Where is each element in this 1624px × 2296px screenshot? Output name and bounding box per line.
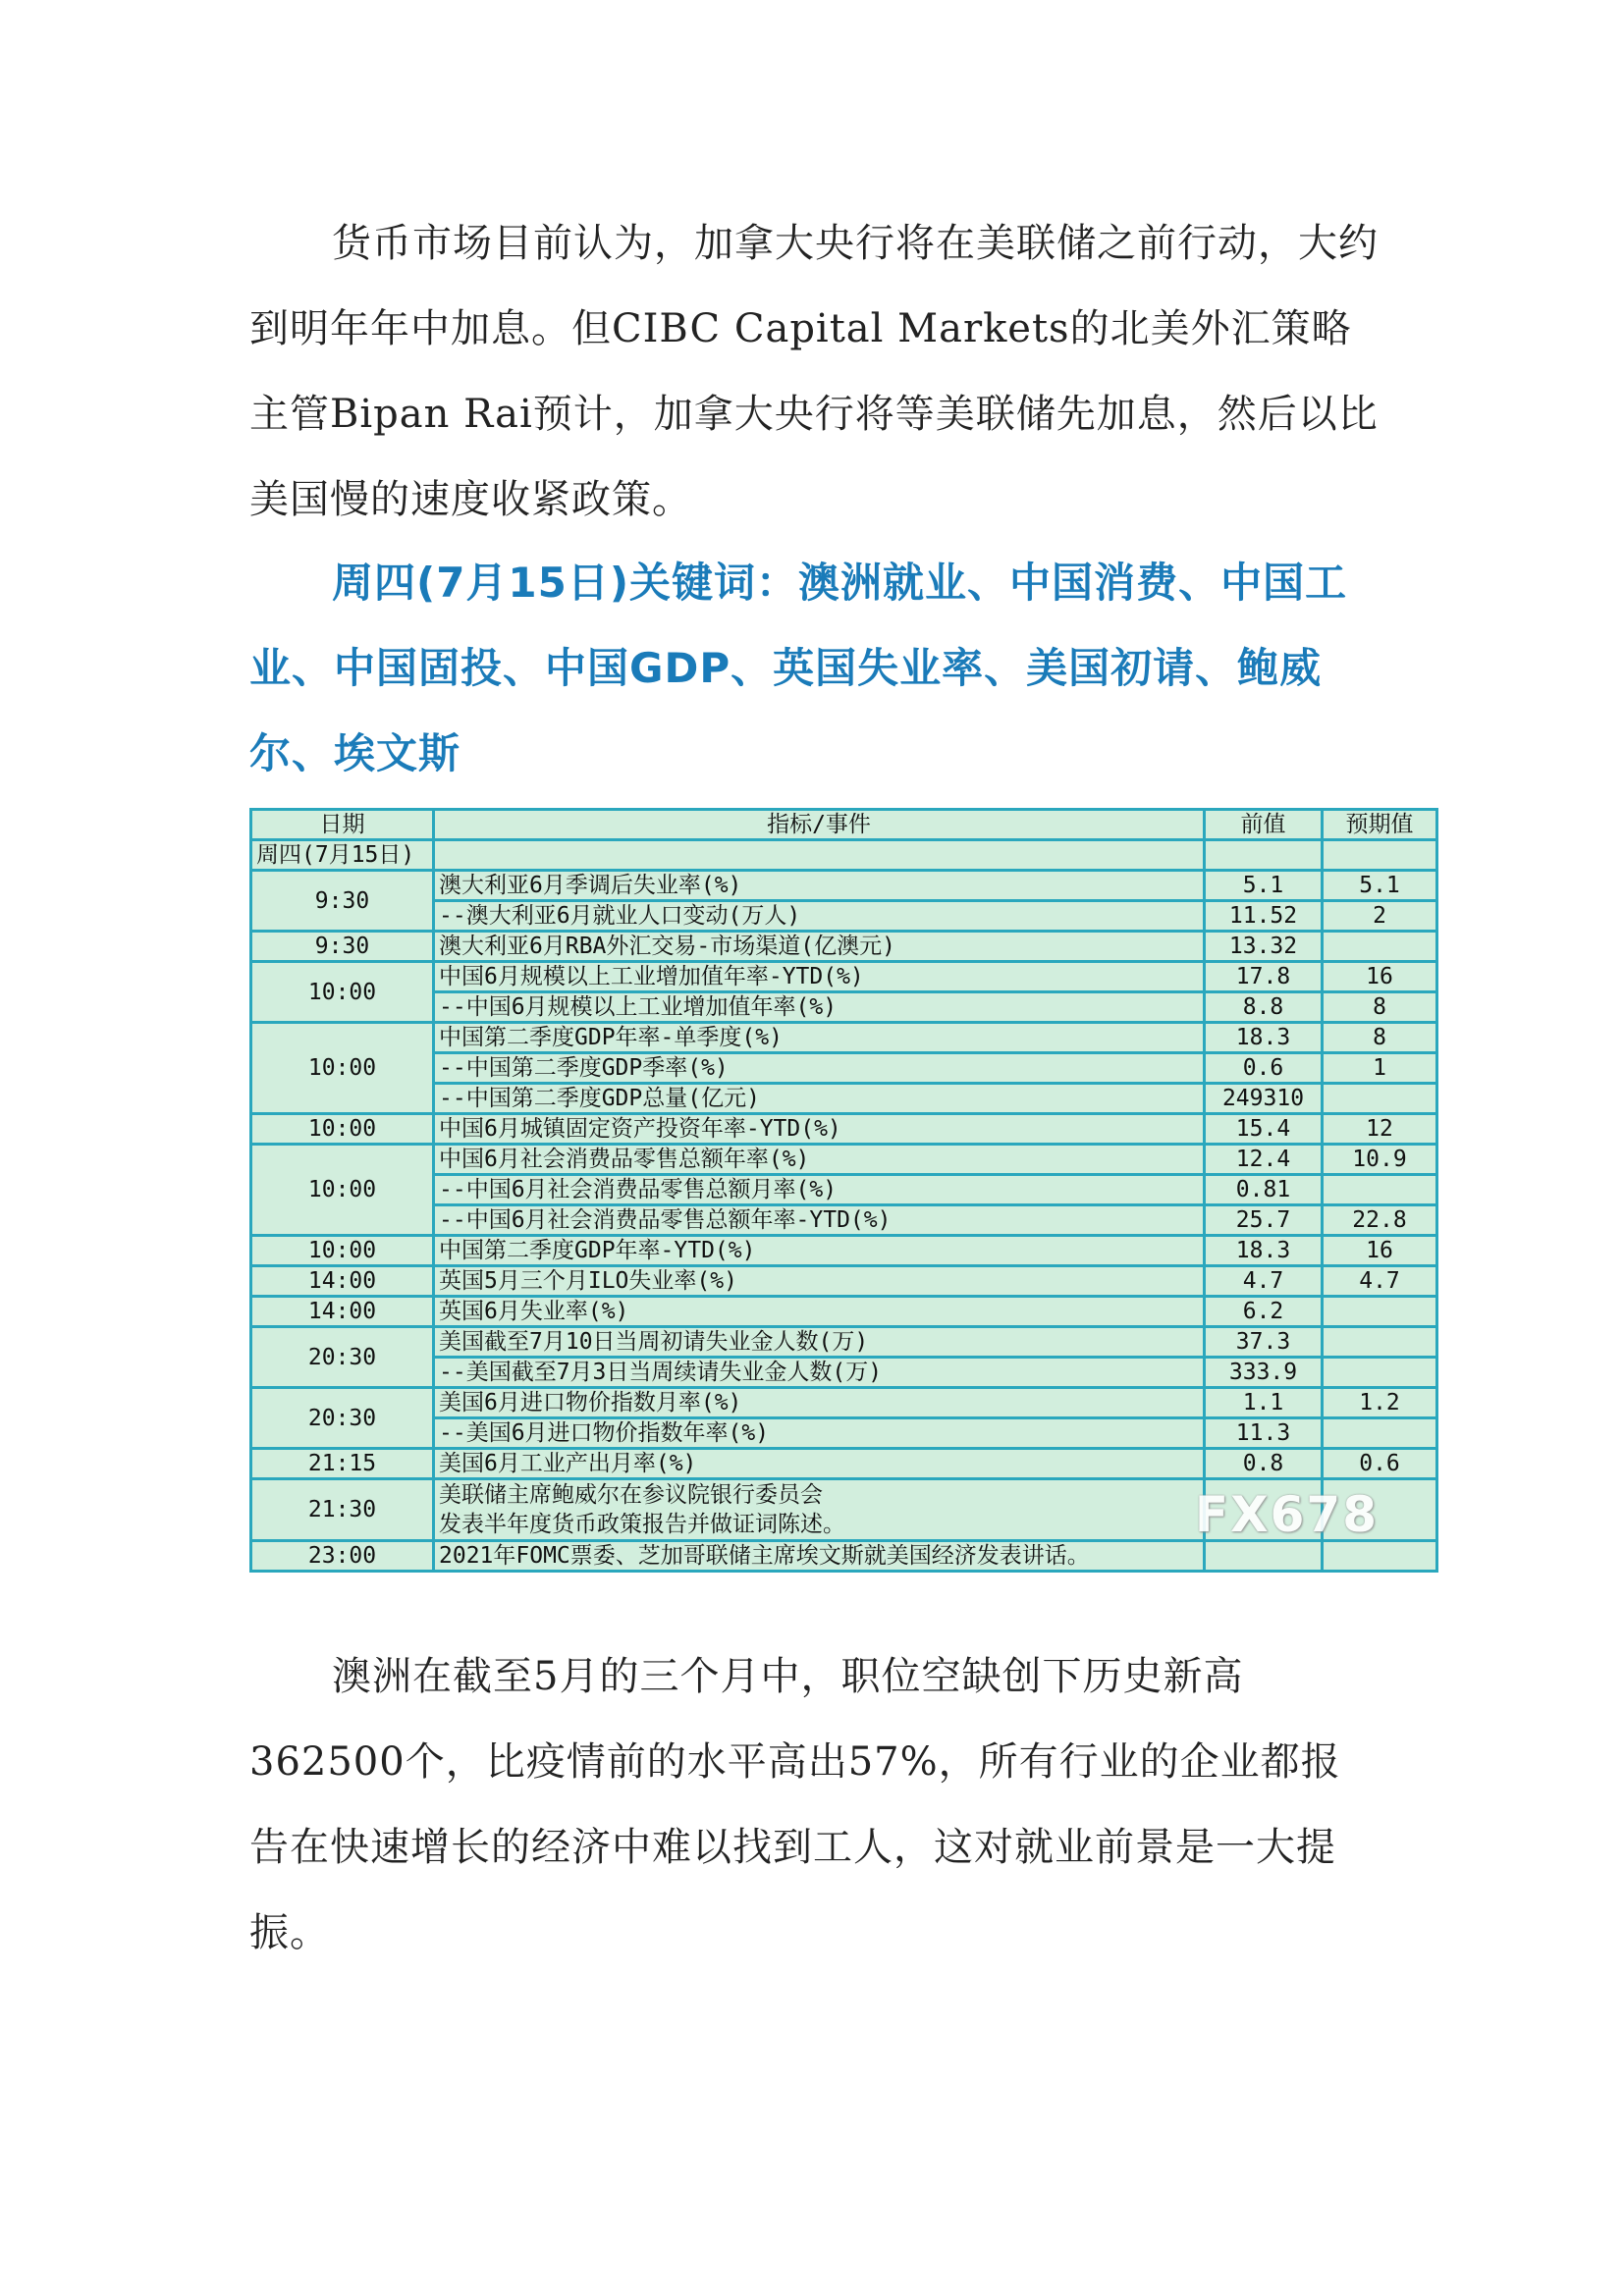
- event-cell: 中国6月城镇固定资产投资年率-YTD(%): [434, 1114, 1205, 1145]
- event-cell: 澳大利亚6月RBA外汇交易-市场渠道(亿澳元): [434, 932, 1205, 962]
- previous-cell: 249310: [1205, 1084, 1323, 1114]
- previous-cell: 0.81: [1205, 1175, 1323, 1205]
- table-cell: [434, 840, 1205, 871]
- time-cell: 14:00: [251, 1297, 434, 1327]
- previous-cell: 333.9: [1205, 1358, 1323, 1388]
- time-cell: 9:30: [251, 871, 434, 932]
- event-cell: 澳大利亚6月季调后失业率(%): [434, 871, 1205, 901]
- previous-cell: 11.3: [1205, 1418, 1323, 1449]
- forecast-cell: [1323, 1175, 1437, 1205]
- forecast-cell: 22.8: [1323, 1205, 1437, 1236]
- previous-cell: 13.32: [1205, 932, 1323, 962]
- forecast-cell: 5.1: [1323, 871, 1437, 901]
- forecast-cell: 1.2: [1323, 1388, 1437, 1418]
- forecast-cell: 12: [1323, 1114, 1437, 1145]
- watermark-logo: FX678: [1194, 1486, 1379, 1543]
- time-cell: 9:30: [251, 932, 434, 962]
- event-cell: 美国截至7月10日当周初请失业金人数(万): [434, 1327, 1205, 1358]
- forecast-cell: 8: [1323, 1023, 1437, 1053]
- forecast-cell: 2: [1323, 901, 1437, 932]
- table-row: [251, 1023, 1437, 1053]
- table-row: [251, 871, 1437, 901]
- event-line: 发表半年度货币政策报告并做证词陈述。: [439, 1512, 845, 1537]
- header-event: 指标/事件: [434, 810, 1205, 840]
- table-cell: [1205, 840, 1323, 871]
- forecast-cell: 1: [1323, 1053, 1437, 1084]
- time-cell: 10:00: [251, 962, 434, 1023]
- previous-cell: 5.1: [1205, 871, 1323, 901]
- forecast-cell: [1323, 1084, 1437, 1114]
- table-header-row: [251, 810, 1437, 840]
- previous-cell: 37.3: [1205, 1327, 1323, 1358]
- forecast-cell: 8: [1323, 992, 1437, 1023]
- forecast-cell: 16: [1323, 962, 1437, 992]
- table-row: [251, 1327, 1437, 1358]
- previous-cell: 25.7: [1205, 1205, 1323, 1236]
- event-cell: --中国第二季度GDP季率(%): [434, 1053, 1205, 1084]
- event-cell: 美国6月工业产出月率(%): [434, 1449, 1205, 1479]
- economic-calendar: [249, 808, 1435, 1573]
- header-date: 日期: [251, 810, 434, 840]
- event-cell: --中国第二季度GDP总量(亿元): [434, 1084, 1205, 1114]
- forecast-cell: [1323, 1541, 1437, 1572]
- event-cell: --美国截至7月3日当周续请失业金人数(万): [434, 1358, 1205, 1388]
- time-cell: 21:15: [251, 1449, 434, 1479]
- previous-cell: 8.8: [1205, 992, 1323, 1023]
- forecast-cell: 16: [1323, 1236, 1437, 1266]
- table-row: [251, 1114, 1437, 1145]
- previous-cell: 0.6: [1205, 1053, 1323, 1084]
- forecast-cell: [1323, 1297, 1437, 1327]
- previous-cell: 0.8: [1205, 1449, 1323, 1479]
- table-row: [251, 1449, 1437, 1479]
- previous-cell: 11.52: [1205, 901, 1323, 932]
- forecast-cell: 10.9: [1323, 1145, 1437, 1175]
- table-row: [251, 1541, 1437, 1572]
- previous-cell: 1.1: [1205, 1388, 1323, 1418]
- event-cell: --中国6月社会消费品零售总额月率(%): [434, 1175, 1205, 1205]
- event-cell: --美国6月进口物价指数年率(%): [434, 1418, 1205, 1449]
- previous-cell: 12.4: [1205, 1145, 1323, 1175]
- event-cell: 中国6月规模以上工业增加值年率-YTD(%): [434, 962, 1205, 992]
- time-cell: 10:00: [251, 1023, 434, 1114]
- table-row: [251, 1388, 1437, 1418]
- time-cell: 14:00: [251, 1266, 434, 1297]
- event-cell: --中国6月社会消费品零售总额年率-YTD(%): [434, 1205, 1205, 1236]
- previous-cell: 15.4: [1205, 1114, 1323, 1145]
- event-cell: 中国6月社会消费品零售总额年率(%): [434, 1145, 1205, 1175]
- event-cell: 英国6月失业率(%): [434, 1297, 1205, 1327]
- time-cell: 20:30: [251, 1327, 434, 1388]
- intro-paragraph: 货币市场目前认为，加拿大央行将在美联储之前行动，大约到明年年中加息。但CIBC Capital Markets的北美外汇策略主管Bipan Rai预计，加拿大央行将等美联储先加息，然后以比美国慢的速度收紧政策。: [249, 221, 1379, 522]
- event-cell: 中国第二季度GDP年率-单季度(%): [434, 1023, 1205, 1053]
- table-row: [251, 1266, 1437, 1297]
- event-line: 美联储主席鲍威尔在参议院银行委员会: [439, 1482, 823, 1508]
- forecast-cell: [1323, 932, 1437, 962]
- table-row: [251, 1236, 1437, 1266]
- event-cell: 中国第二季度GDP年率-YTD(%): [434, 1236, 1205, 1266]
- header-forecast: 预期值: [1323, 810, 1437, 840]
- table-row: [251, 1145, 1437, 1175]
- section-heading: 周四(7月15日)关键词：澳洲就业、中国消费、中国工业、中国固投、中国GDP、英国失业率、美国初请、鲍威尔、埃文斯: [249, 559, 1348, 777]
- previous-cell: 17.8: [1205, 962, 1323, 992]
- previous-cell: 4.7: [1205, 1266, 1323, 1297]
- event-cell: 2021年FOMC票委、芝加哥联储主席埃文斯就美国经济发表讲话。: [434, 1541, 1205, 1572]
- forecast-cell: [1323, 1418, 1437, 1449]
- day-label: 周四(7月15日): [251, 840, 434, 871]
- time-cell: 10:00: [251, 1236, 434, 1266]
- forecast-cell: 4.7: [1323, 1266, 1437, 1297]
- previous-cell: 6.2: [1205, 1297, 1323, 1327]
- event-cell: --澳大利亚6月就业人口变动(万人): [434, 901, 1205, 932]
- previous-cell: [1205, 1541, 1323, 1572]
- table-row: [251, 932, 1437, 962]
- day-row: [251, 840, 1437, 871]
- time-cell: 10:00: [251, 1114, 434, 1145]
- event-cell: 英国5月三个月ILO失业率(%): [434, 1266, 1205, 1297]
- table-cell: [1323, 840, 1437, 871]
- event-cell: --中国6月规模以上工业增加值年率(%): [434, 992, 1205, 1023]
- time-cell: 20:30: [251, 1388, 434, 1449]
- table-row: [251, 962, 1437, 992]
- calendar-table: [249, 808, 1438, 1573]
- forecast-cell: [1323, 1358, 1437, 1388]
- previous-cell: 18.3: [1205, 1023, 1323, 1053]
- event-cell: [434, 1479, 1205, 1541]
- time-cell: 21:30: [251, 1479, 434, 1541]
- header-previous: 前值: [1205, 810, 1323, 840]
- time-cell: 10:00: [251, 1145, 434, 1236]
- time-cell: 23:00: [251, 1541, 434, 1572]
- closing-paragraph: 澳洲在截至5月的三个月中，职位空缺创下历史新高362500个，比疫情前的水平高出57%，所有行业的企业都报告在快速增长的经济中难以找到工人，这对就业前景是一大提振。: [249, 1654, 1341, 1955]
- event-cell: 美国6月进口物价指数月率(%): [434, 1388, 1205, 1418]
- table-row: [251, 1297, 1437, 1327]
- forecast-cell: 0.6: [1323, 1449, 1437, 1479]
- forecast-cell: [1323, 1327, 1437, 1358]
- previous-cell: 18.3: [1205, 1236, 1323, 1266]
